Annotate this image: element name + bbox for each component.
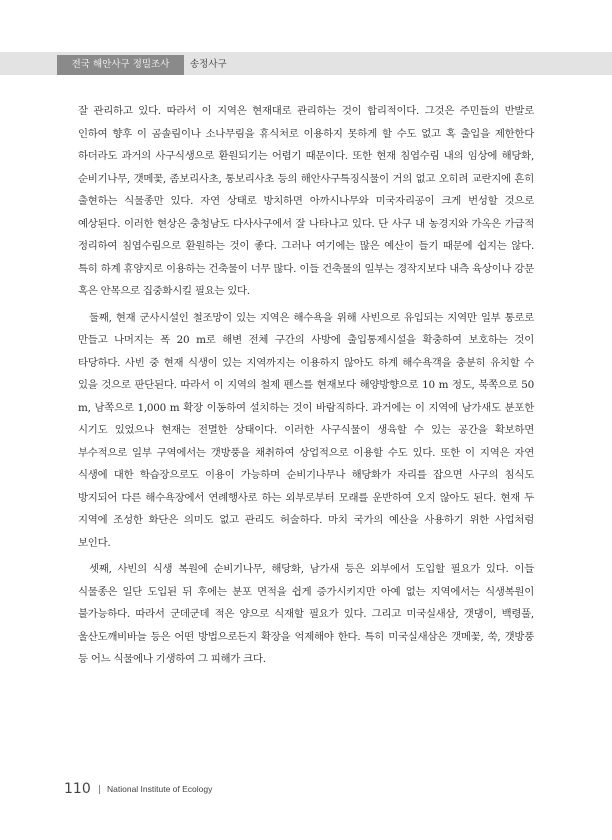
paragraph-2: 둘째, 현재 군사시설인 철조망이 있는 지역은 해수욕을 위해 사빈으로 유입되는 지역만 일부 통로로 만들고 나머지는 폭 20 m로 해변 전체 구간의 사방에 출입통제시설을 확충하여 보호하는 것이 타당하다. 사빈 중 현재 식생이 있는 지역까지는 이용하지 않아도 하계 해수욕객을 충분히 유치할 수 있을 것으로 판단된다. 따라서 이 지역의 철제 펜스를 현재보다 해양방향으로 10 m 정도, 북쪽으로 50 m, 남쪽으로 1,000 m 확장 이동하여 설치하는 것이 바람직하다. 과거에는 이 지역에 남가새도 분포한 시기도 있었으나 현재는 전멸한 상태이다. 이러한 사구식물이 생육할 수 있는 공간을 확보하면 부수적으로 일부 구역에서는 갯방풍을 채취하여 상업적으로 이용할 수도 있다. 또한 이 지역은 자연 식생에 대한 학습장으로도 이용이 가능하며 순비기나무나 해당화가 자리를 잡으면 사구의 침식도 방지되어 다른 해수욕장에서 연례행사로 하는 외부로부터 모래를 운반하여 오지 않아도 된다. 현재 두 지역에 조성한 화단은 의미도 없고 관리도 허술하다. 마치 국가의 예산을 사용하기 위한 사업처럼 보인다. bbox=[78, 311, 534, 549]
footer-divider bbox=[99, 785, 100, 794]
page-number: 110 bbox=[64, 781, 91, 797]
header-report-title: 전국 해안사구 정밀조사 bbox=[57, 55, 184, 75]
footer-institution: National Institute of Ecology bbox=[107, 784, 213, 794]
body-text bbox=[78, 100, 534, 671]
paragraph-1: 잘 관리하고 있다. 따라서 이 지역은 현재대로 관리하는 것이 합리적이다. 그것은 주민들의 반발로 인하여 향후 이 곰솔림이나 소나무림을 휴식처로 이용하지 못하게 할 수도 없고 혹 출입을 제한한다 하더라도 과거의 사구식생으로 환원되기는 어렵기 때문이다. 또한 현재 침엽수림 내의 임상에 해당화, 순비기나무, 갯메꽃, 좀보리사초, 통보리사초 등의 해안사구특징식물이 거의 없고 오히려 교란지에 흔히 출현하는 식물종만 있다. 자연 상태로 방치하면 아까시나무와 미국자리공이 크게 번성할 것으로 예상된다. 이러한 현상은 충청남도 다사사구에서 잘 나타나고 있다. 단 사구 내 농경지와 가옥은 가급적 정리하여 침엽수림으로 환원하는 것이 좋다. 그러나 여기에는 많은 예산이 들기 때문에 쉽지는 않다. 특히 하계 휴양지로 이용하는 건축물이 너무 많다. 이들 건축물의 일부는 경작지보다 내측 육상이나 강문 혹은 안목으로 집중화시킬 필요는 있다. bbox=[78, 105, 534, 297]
header-section-title: 송정사구 bbox=[190, 59, 227, 70]
paragraph-3: 셋째, 사빈의 식생 복원에 순비기나무, 해당화, 남가새 등은 외부에서 도입할 필요가 있다. 이들 식물종은 일단 도입된 뒤 후에는 분포 면적을 쉽게 증가시키지만 아예 없는 지역에서는 식생복원이 불가능하다. 따라서 군데군데 적은 양으로 식재할 필요가 있다. 그리고 미국실새삼, 갯댕이, 백령풀, 울산도깨비바늘 등은 어떤 방법으로든지 확장을 억제해야 한다. 특히 미국실새삼은 갯메꽃, 쑥, 갯방풍 등 어느 식물에나 기생하여 그 피해가 크다. bbox=[78, 563, 534, 665]
